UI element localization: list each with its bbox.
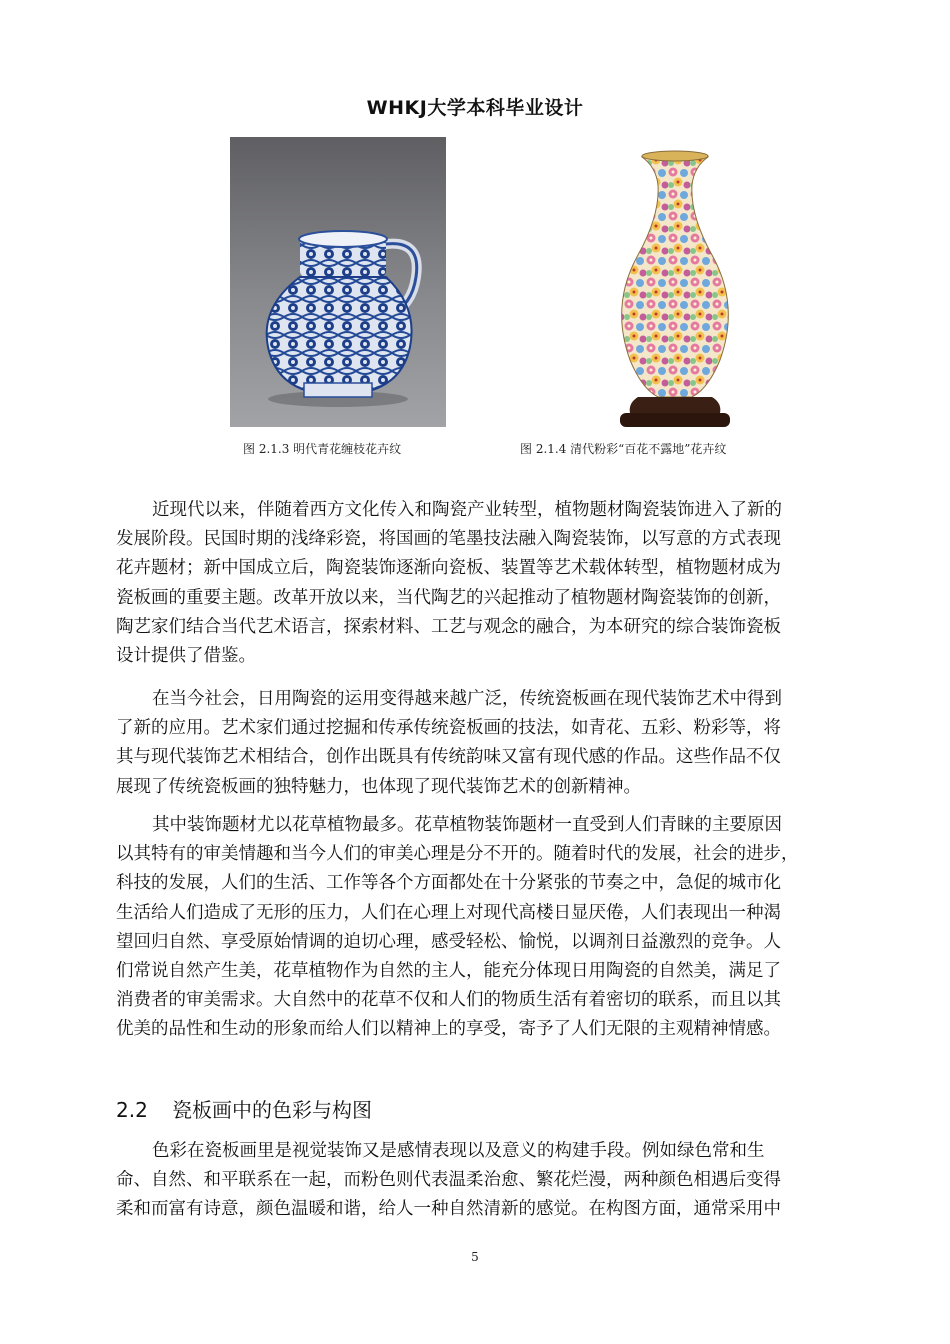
section-number: 2.2: [116, 1098, 148, 1122]
paragraph-line: 展现了传统瓷板画的独特魅力，也体现了现代装饰艺术的创新精神。: [116, 776, 641, 797]
paragraph-line: 们常说自然产生美，花草植物作为自然的主人，能充分体现日用陶瓷的自然美，满足了: [116, 961, 781, 982]
paragraph-line: 其中装饰题材尤以花草植物最多。花草植物装饰题材一直受到人们青睐的主要原因: [152, 815, 782, 835]
jug-illustration: [230, 137, 446, 427]
paragraph-line: 优美的品性和生动的形象而给人们以精神上的享受，寄予了人们无限的主观精神情感。: [116, 1019, 781, 1040]
page-header: WHKJ大学本科毕业设计: [366, 97, 584, 119]
figure-caption: 图 2.1.3 明代青花缠枝花卉纹: [243, 442, 402, 456]
paragraph-line: 瓷板画的重要主题。改革开放以来，当代陶艺的兴起推动了植物题材陶瓷装饰的创新，: [116, 587, 781, 608]
paragraph-line: 消费者的审美需求。大自然中的花草不仅和人们的物质生活有着密切的联系，而且以其: [116, 990, 781, 1011]
paragraph-line: 其与现代装饰艺术相结合，创作出既具有传统韵味又富有现代感的作品。这些作品不仅: [116, 747, 781, 768]
paragraph-line: 柔和而富有诗意，颜色温暖和谐，给人一种自然清新的感觉。在构图方面，通常采用中: [116, 1199, 781, 1220]
paragraph-line: 以其特有的审美情趣和当今人们的审美心理是分不开的。随着时代的发展，社会的进步，: [116, 844, 799, 865]
paragraph-line: 近现代以来，伴随着西方文化传入和陶瓷产业转型，植物题材陶瓷装饰进入了新的: [152, 500, 782, 520]
paragraph-line: 科技的发展，人们的生活、工作等各个方面都处在十分紧张的节奏之中，急促的城市化: [116, 873, 781, 894]
paragraph-line: 陶艺家们结合当代艺术语言，探索材料、工艺与观念的融合，为本研究的综合装饰瓷板: [116, 616, 781, 637]
paragraph-line: 生活给人们造成了无形的压力，人们在心理上对现代高楼日显厌倦，人们表现出一种渴: [116, 902, 781, 923]
body-paragraph: [116, 811, 836, 1045]
body-paragraph: [116, 685, 836, 802]
section-title: 瓷板画中的色彩与构图: [172, 1098, 372, 1122]
paragraph-line: 设计提供了借鉴。: [116, 646, 256, 667]
paragraph-line: 色彩在瓷板画里是视觉装饰又是感情表现以及意义的构建手段。例如绿色常和生: [152, 1141, 765, 1161]
paragraph-line: 发展阶段。民国时期的浅绛彩瓷，将国画的笔墨技法融入陶瓷装饰，以写意的方式表现: [116, 529, 781, 550]
figure-blue-white-jug: [230, 137, 446, 427]
paragraph-line: 在当今社会，日用陶瓷的运用变得越来越广泛，传统瓷板画在现代装饰艺术中得到: [152, 689, 782, 709]
vase-illustration: [580, 145, 770, 432]
paragraph-line: 望回归自然、享受原始情调的迫切心理，感受轻松、愉悦，以调剂日益激烈的竞争。人: [116, 931, 781, 952]
paragraph-line: 花卉题材；新中国成立后，陶瓷装饰逐渐向瓷板、装置等艺术载体转型，植物题材成为: [116, 558, 781, 579]
paragraph-line: 了新的应用。艺术家们通过挖掘和传承传统瓷板画的技法，如青花、五彩、粉彩等，将: [116, 718, 781, 739]
paragraph-line: 命、自然、和平联系在一起，而粉色则代表温柔治愈、繁花烂漫，两种颜色相遇后变得: [116, 1170, 781, 1191]
section-heading: [116, 1094, 372, 1123]
figure-caption: 图 2.1.4 清代粉彩“百花不露地”花卉纹: [520, 442, 727, 456]
page-number: 5: [471, 1250, 479, 1264]
figure-famille-rose-vase: [580, 145, 770, 432]
body-paragraph: [116, 496, 836, 671]
body-paragraph: [116, 1137, 836, 1225]
